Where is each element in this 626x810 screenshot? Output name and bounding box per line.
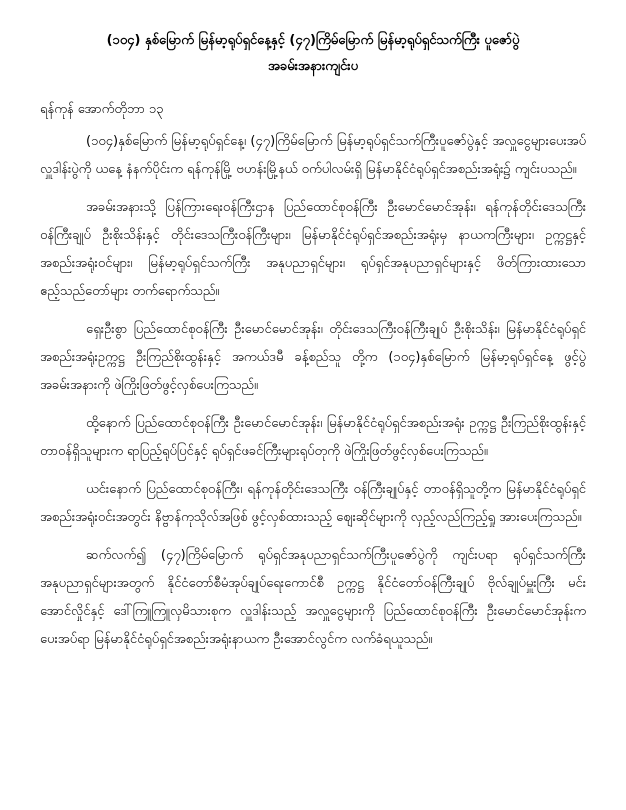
headline-line-2: အခမ်းအနားကျင်းပ bbox=[268, 59, 358, 74]
dateline: ရန်ကုန် အောက်တိုဘာ ၁၃ bbox=[40, 102, 164, 117]
paragraph-4: ထို့နောက် ပြည်ထောင်စုဝန်ကြီး ဦးမောင်မောင်အုန်း၊ မြန်မာနိုင်ငံရုပ်ရှင်အစည်းအရုံး ဥက္ကဋ္ဌ ဦးကြည်စိုးထွန်းနှင့် တာဝန်ရှိသူများက ရာပြည့်ရုပ်ပြင်နှင့် ရုပ်ရှင်ဖခင်ကြီးများရုပ်တုကို ဖဲကြိုးဖြတ်ဖွင့်လှစ်ပေးကြသည်။ bbox=[40, 416, 586, 459]
headline bbox=[40, 28, 586, 80]
paragraph-5: ယင်းနောက် ပြည်ထောင်စုဝန်ကြီး၊ ရန်ကုန်တိုင်းဒေသကြီး ဝန်ကြီးချုပ်နှင့် တာဝန်ရှိသူတို့က မြန်မာနိုင်ငံရုပ်ရှင်အစည်းအရုံးဝင်းအတွင်း နိဗ္ဗာန်ကုသိုလ်အဖြစ် ဖွင့်လှစ်ထားသည့် စျေးဆိုင်များကို လှည့်လည်ကြည့်ရှု အားပေးကြသည်။ bbox=[40, 482, 586, 525]
paragraph-3: ရှေးဦးစွာ ပြည်ထောင်စုဝန်ကြီး ဦးမောင်မောင်အုန်း၊ တိုင်းဒေသကြီးဝန်ကြီးချုပ် ဦးစိုးသိန်း၊ မြန်မာနိုင်ငံရုပ်ရှင်အစည်းအရုံးဥက္ကဋ္ဌ ဦးကြည်စိုးထွန်းနှင့် အကယ်ဒမီ ခန့်စည်သူ တို့က (၁၀၄)နှစ်မြောက် မြန်မာ့ရုပ်ရှင်နေ့ ဖွင့်ပွဲအခမ်းအနားကို ဖဲကြိုးဖြတ်ဖွင့်လှစ်ပေးကြသည်။ bbox=[40, 322, 586, 393]
paragraph-2: အခမ်းအနားသို့ ပြန်ကြားရေးဝန်ကြီးဌာန ပြည်ထောင်စုဝန်ကြီး ဦးမောင်မောင်အုန်း၊ ရန်ကုန်တိုင်းဒေသကြီးဝန်ကြီးချုပ် ဦးစိုးသိန်းနှင့် တိုင်းဒေသကြီးဝန်ကြီးများ၊ မြန်မာနိုင်ငံရုပ်ရှင်အစည်းအရုံးမှ နာယကကြီးများ၊ ဥက္ကဋ္ဌနှင့် အစည်းအရုံးဝင်များ၊ မြန်မာ့ရုပ်ရှင်သက်ကြီး အနုပညာရှင်များ၊ ရုပ်ရှင်အနုပညာရှင်များနှင့် ဖိတ်ကြားထားသော ဧည့်သည်တော်များ တက်ရောက်သည်။ bbox=[40, 200, 586, 299]
paragraph-1: (၁၀၄)နှစ်မြောက် မြန်မာ့ရုပ်ရှင်နေ့၊ (၄၇)ကြိမ်မြောက် မြန်မာ့ရုပ်ရှင်သက်ကြီးပူဇော်ပွဲနှင့် အလှူငွေများပေးအပ်လှူဒါန်းပွဲကို ယနေ့ နံနက်ပိုင်းက ရန်ကုန်မြို့ ဗဟန်းမြို့နယ် ဝက်ပါလမ်းရှိ မြန်မာနိုင်ငံရုပ်ရှင်အစည်းအရုံး၌ ကျင်းပသည်။ bbox=[40, 134, 586, 177]
paragraph-6: ဆက်လက်၍ (၄၇)ကြိမ်မြောက် ရုပ်ရှင်အနုပညာရှင်သက်ကြီးပူဇော်ပွဲကို ကျင်းပရာ ရုပ်ရှင်သက်ကြီးအနုပညာရှင်များအတွက် နိုင်ငံတော်စီမံအုပ်ချုပ်ရေးကောင်စီ ဥက္ကဋ္ဌ နိုင်ငံတော်ဝန်ကြီးချုပ် ဗိုလ်ချုပ်မှူးကြီး မင်းအောင်လှိုင်နှင့် ဒေါ်ကြူကြူလှမိသားစုက လှူဒါန်းသည့် အလှူငွေများကို ပြည်ထောင်စုဝန်ကြီး ဦးမောင်မောင်အုန်းက ပေးအပ်ရာ မြန်မာနိုင်ငံရုပ်ရှင်အစည်းအရုံးနာယက ဦးအောင်လွင်က လက်ခံရယူသည်။ bbox=[40, 548, 586, 647]
headline-line-1: (၁၀၄) နှစ်မြောက် မြန်မာ့ရုပ်ရှင်နေ့နှင့် (၄၇)ကြိမ်မြောက် မြန်မာ့ရုပ်ရှင်သက်ကြီး ပူဇော်ပွဲ bbox=[106, 33, 520, 48]
